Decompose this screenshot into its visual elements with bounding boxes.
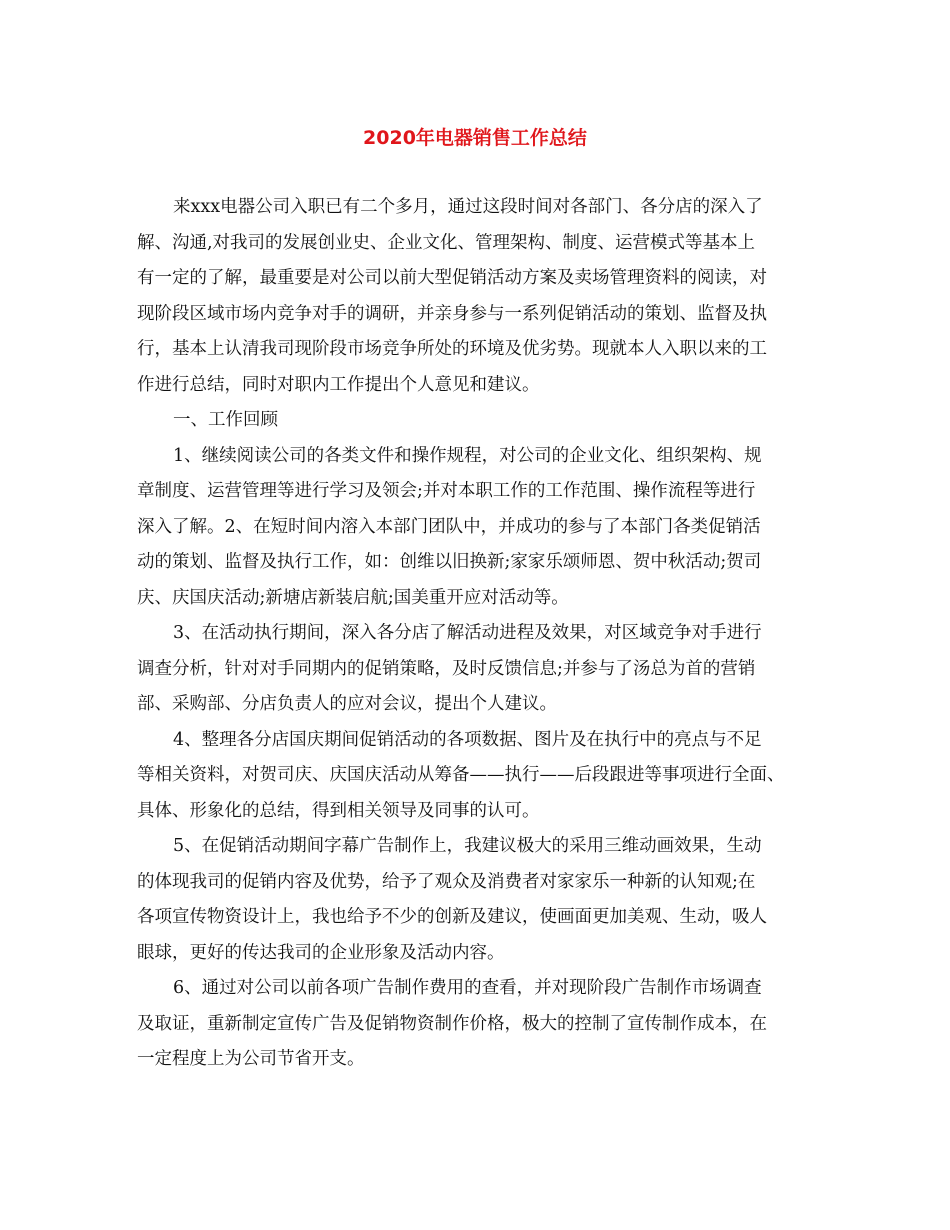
text-line: 6、通过对公司以前各项广告制作费用的查看，并对现阶段广告制作市场调查: [173, 978, 762, 998]
text-line: 章制度、运营管理等进行学习及领会;并对本职工作的工作范围、操作流程等进行: [137, 481, 756, 501]
document-body: [137, 190, 837, 1078]
text-line: 动的策划、监督及执行工作，如：创维以旧换新;家家乐颂师恩、贺中秋活动;贺司: [137, 552, 762, 572]
text-line: 一定程度上为公司节省开支。: [137, 1049, 365, 1069]
text-line: 眼球，更好的传达我司的企业形象及活动内容。: [137, 942, 505, 963]
document-title: 2020年电器销售工作总结: [363, 127, 587, 149]
text-line: 各项宣传物资设计上，我也给予不少的创新及建议，使画面更加美观、生动，吸人: [137, 907, 767, 927]
text-line: 及取证，重新制定宣传广告及促销物资制作价格，极大的控制了宣传制作成本，在: [137, 1013, 767, 1034]
text-line: 等相关资料，对贺司庆、庆国庆活动从筹备——执行——后段跟进等事项进行全面、: [137, 765, 785, 785]
text-line: 1、继续阅读公司的各类文件和操作规程，对公司的企业文化、组织架构、规: [173, 445, 762, 466]
text-line: 调查分析，针对对手同期内的促销策略，及时反馈信息;并参与了汤总为首的营销: [137, 658, 756, 679]
text-line: 作进行总结，同时对职内工作提出个人意见和建议。: [137, 374, 540, 395]
text-line: 来xxx电器公司入职已有二个多月，通过这段时间对各部门、各分店的深入了: [173, 197, 763, 217]
text-line: 具体、形象化的总结，得到相关领导及同事的认可。: [137, 800, 540, 821]
paragraph-item-6: [137, 971, 837, 1078]
text-line: 的体现我司的促销内容及优势，给予了观众及消费者对家家乐一种新的认知观;在: [137, 871, 756, 892]
paragraph-intro: [137, 190, 837, 403]
text-line: 现阶段区域市场内竞争对手的调研，并亲身参与一系列促销活动的策划、监督及执: [137, 303, 767, 324]
section-heading-work-review: [137, 403, 837, 439]
paragraph-item-3: [137, 616, 837, 723]
text-line: 行，基本上认清我司现阶段市场竞争所处的环境及优劣势。现就本人入职以来的工: [137, 339, 767, 359]
text-line: 深入了解。2、在短时间内溶入本部门团队中，并成功的参与了本部门各类促销活: [137, 516, 761, 537]
paragraph-item-4: [137, 723, 837, 830]
paragraph-item-1: [137, 439, 837, 617]
text-line: 3、在活动执行期间，深入各分店了解活动进程及效果，对区域竞争对手进行: [173, 623, 762, 643]
text-line: 解、沟通,对我司的发展创业史、企业文化、管理架构、制度、运营模式等基本上: [137, 232, 756, 253]
text-line: 有一定的了解，最重要是对公司以前大型促销活动方案及卖场管理资料的阅读，对: [137, 268, 767, 288]
text-line: 庆、庆国庆活动;新塘店新装启航;国美重开应对活动等。: [137, 587, 569, 608]
section-heading: 一、工作回顾: [173, 410, 278, 430]
text-line: 5、在促销活动期间字幕广告制作上，我建议极大的采用三维动画效果，生动: [173, 836, 762, 856]
paragraph-item-5: [137, 829, 837, 971]
text-line: 4、整理各分店国庆期间促销活动的各项数据、图片及在执行中的亮点与不足: [173, 729, 762, 750]
text-line: 部、采购部、分店负责人的应对会议，提出个人建议。: [137, 694, 557, 714]
